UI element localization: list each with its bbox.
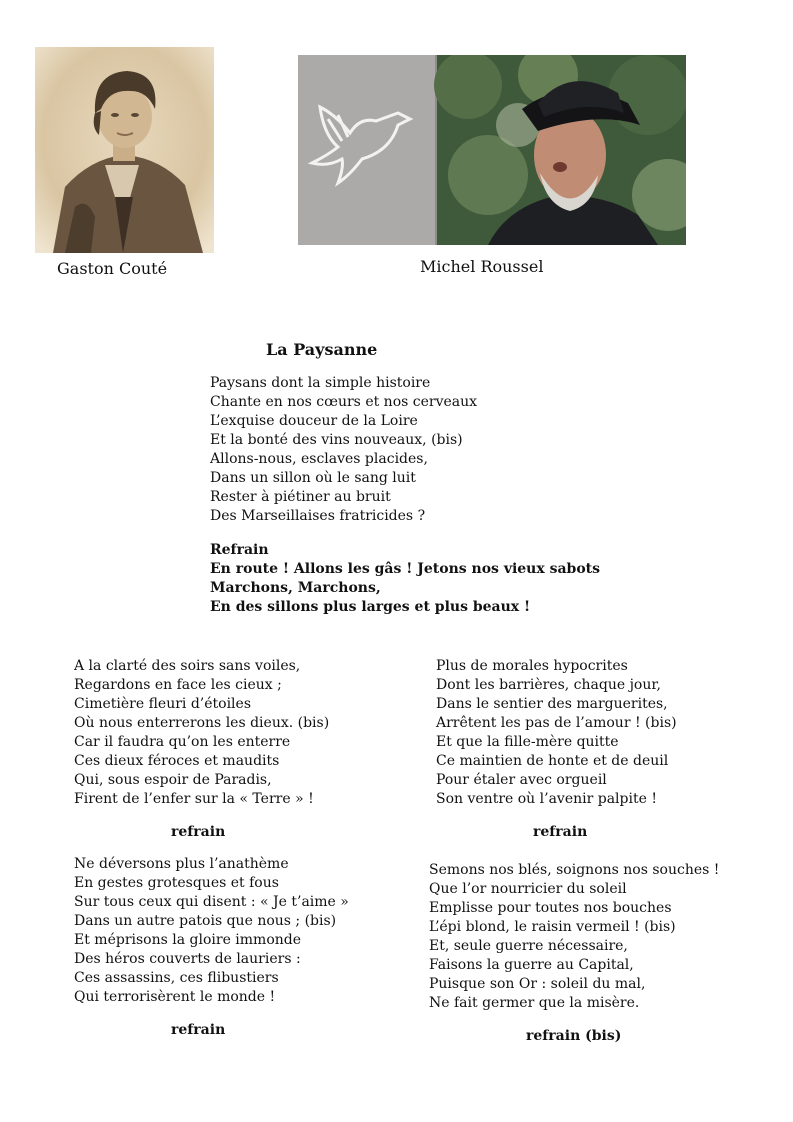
verse-line: Dans un sillon où le sang luit xyxy=(210,470,416,486)
verse-line: Ne fait germer que la misère. xyxy=(429,995,640,1011)
verse-line: Sur tous ceux qui disent : « Je t’aime » xyxy=(74,894,349,910)
refrain-line: En route ! Allons les gâs ! Jetons nos vieux sabots xyxy=(210,561,601,577)
verse-line: Dans un autre patois que nous ; (bis) xyxy=(74,913,337,929)
verse-line: Car il faudra qu’on les enterre xyxy=(74,734,291,750)
verse-line: Emplisse pour toutes nos bouches xyxy=(429,900,672,916)
verse-line: Dans le sentier des marguerites, xyxy=(436,696,668,712)
verse-line: A la clarté des soirs sans voiles, xyxy=(74,658,301,674)
verse-line: Rester à piétiner au bruit xyxy=(210,489,391,505)
refrain-block xyxy=(210,541,600,617)
verse-line: Où nous enterrerons les dieux. (bis) xyxy=(74,715,330,731)
verse-line: Que l’or nourricier du soleil xyxy=(429,881,627,897)
verse-line: Et la bonté des vins nouveaux, (bis) xyxy=(210,432,463,448)
michel-roussel-portrait xyxy=(298,55,686,245)
verse-line: Des Marseillaises fratricides ? xyxy=(210,508,426,524)
refrain-label: refrain xyxy=(171,824,226,840)
verse-line: Qui, sous espoir de Paradis, xyxy=(74,772,272,788)
refrain-line: En des sillons plus larges et plus beaux ! xyxy=(210,599,531,615)
verse-4 xyxy=(74,855,349,1007)
verse-line: Faisons la guerre au Capital, xyxy=(429,957,634,973)
verse-line: Semons nos blés, soignons nos souches ! xyxy=(429,862,720,878)
verse-2 xyxy=(74,657,329,809)
portrait-color-image xyxy=(298,55,686,245)
song-title: La Paysanne xyxy=(266,340,378,359)
verse-line: Ne déversons plus l’anathème xyxy=(74,856,289,872)
caption-michel-roussel: Michel Roussel xyxy=(420,257,544,276)
verse-line: Qui terrorisèrent le monde ! xyxy=(74,989,276,1005)
refrain-label: refrain xyxy=(171,1022,226,1038)
verse-line: Allons-nous, esclaves placides, xyxy=(210,451,428,467)
verse-line: Arrêtent les pas de l’amour ! (bis) xyxy=(436,715,677,731)
verse-line: Pour étaler avec orgueil xyxy=(436,772,607,788)
verse-line: Ces dieux féroces et maudits xyxy=(74,753,280,769)
refrain-label: refrain xyxy=(533,824,588,840)
verse-line: Plus de morales hypocrites xyxy=(436,658,628,674)
verse-line: Ces assassins, ces flibustiers xyxy=(74,970,279,986)
gaston-coute-portrait xyxy=(35,47,214,253)
verse-line: Paysans dont la simple histoire xyxy=(210,375,431,391)
verse-1 xyxy=(210,374,477,526)
verse-line: Regardons en face les cieux ; xyxy=(74,677,282,693)
verse-line: Firent de l’enfer sur la « Terre » ! xyxy=(74,791,314,807)
verse-5 xyxy=(429,861,719,1013)
verse-line: L’exquise douceur de la Loire xyxy=(210,413,418,429)
verse-line: Chante en nos cœurs et nos cerveaux xyxy=(210,394,478,410)
verse-line: En gestes grotesques et fous xyxy=(74,875,279,891)
refrain-heading: Refrain xyxy=(210,542,269,558)
verse-3 xyxy=(436,657,677,809)
verse-line: Dont les barrières, chaque jour, xyxy=(436,677,661,693)
verse-line: Cimetière fleuri d’étoiles xyxy=(74,696,252,712)
verse-line: Puisque son Or : soleil du mal, xyxy=(429,976,646,992)
refrain-line: Marchons, Marchons, xyxy=(210,580,381,596)
verse-line: Des héros couverts de lauriers : xyxy=(74,951,301,967)
verse-line: L’épi blond, le raisin vermeil ! (bis) xyxy=(429,919,676,935)
caption-gaston-coute: Gaston Couté xyxy=(57,259,168,278)
verse-line: Et que la fille-mère quitte xyxy=(436,734,619,750)
portrait-sepia-image xyxy=(35,47,214,253)
verse-line: Ce maintien de honte et de deuil xyxy=(436,753,669,769)
refrain-label: refrain (bis) xyxy=(526,1028,622,1044)
verse-line: Et méprisons la gloire immonde xyxy=(74,932,302,948)
verse-line: Et, seule guerre nécessaire, xyxy=(429,938,628,954)
verse-line: Son ventre où l’avenir palpite ! xyxy=(436,791,657,807)
